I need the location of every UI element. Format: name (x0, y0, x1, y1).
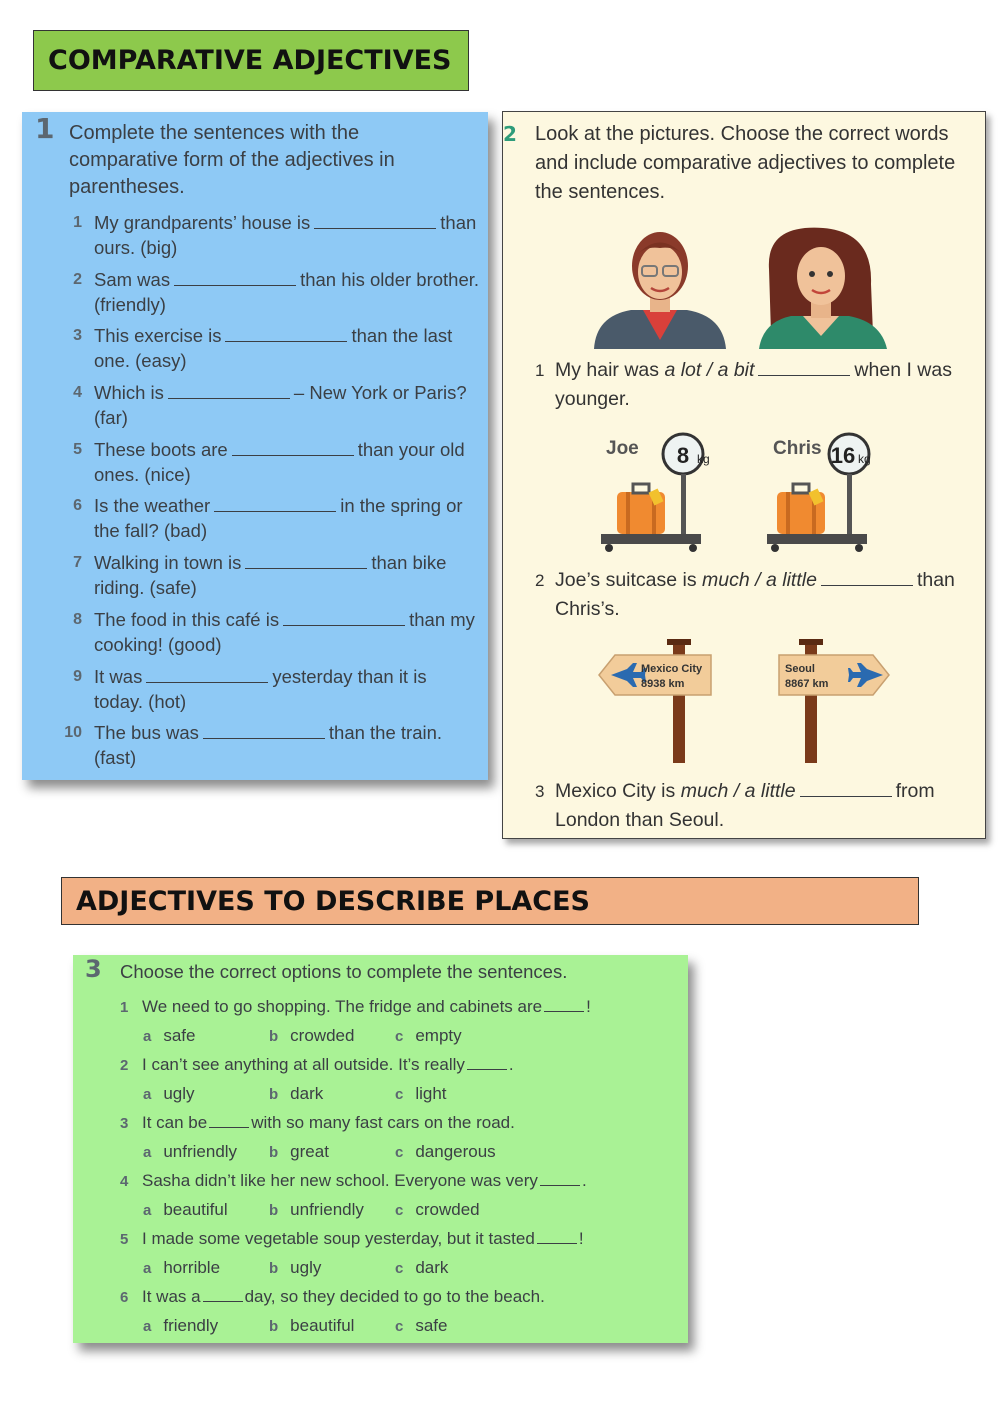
option-text: dangerous (415, 1142, 496, 1161)
answer-blank[interactable] (146, 666, 268, 683)
option-text: crowded (415, 1200, 480, 1219)
list-item (60, 720, 480, 777)
option-text: ugly (163, 1084, 195, 1103)
answer-option[interactable] (395, 1084, 447, 1104)
item-text-start: Is the weather (94, 495, 211, 517)
ex2-question-1 (535, 356, 980, 414)
item-text-end: ! (578, 1229, 584, 1248)
option-letter: a (143, 1144, 152, 1161)
list-item (60, 550, 480, 607)
item-text-end: yesterday than it is today. (hot) (94, 665, 427, 712)
item-text-start: We need to go shopping. The fridge and cabinets are (142, 997, 543, 1016)
item-text-start: My grandparents’ house is (94, 212, 311, 233)
option-letter: c (395, 1202, 404, 1219)
sign-distance: 8938 km (641, 678, 685, 690)
item-number: 5 (73, 440, 82, 458)
sign-city: Mexico City (641, 663, 703, 675)
option-text: friendly (163, 1316, 219, 1335)
answer-blank[interactable] (168, 382, 290, 399)
exercise-1-list (60, 210, 480, 777)
answer-blank[interactable] (314, 212, 436, 229)
older-woman-icon (594, 232, 726, 349)
option-text: dark (290, 1084, 324, 1103)
scale-icon (601, 434, 710, 552)
item-text-end: with so many fast cars on the road. (251, 1113, 515, 1132)
item-number: 6 (73, 497, 82, 515)
option-text: ugly (290, 1258, 322, 1277)
item-text-end: than Chris’s. (555, 569, 955, 620)
option-letter: a (143, 1318, 152, 1335)
option-letter: b (269, 1260, 279, 1277)
item-number: 1 (120, 999, 129, 1016)
option-letter: c (395, 1086, 404, 1103)
answer-option[interactable] (395, 1316, 447, 1336)
item-text-end: ! (586, 997, 591, 1016)
answer-option[interactable] (269, 1084, 323, 1104)
list-item (60, 437, 480, 494)
option-text: beautiful (163, 1200, 228, 1219)
option-text: safe (163, 1026, 196, 1045)
item-number: 2 (73, 270, 82, 288)
option-letter: b (269, 1086, 279, 1103)
answer-option[interactable] (143, 1084, 195, 1104)
option-text: light (415, 1084, 447, 1103)
item-text-end: than your old ones. (nice) (94, 438, 465, 485)
exercise-3-panel (73, 955, 688, 1343)
item-text-start: Mexico City is (555, 780, 676, 802)
option-text: safe (415, 1316, 448, 1335)
scales-illustration (595, 432, 875, 554)
ex2-question-3 (535, 777, 980, 835)
item-number: 2 (120, 1057, 129, 1074)
option-letter: a (143, 1028, 152, 1045)
answer-option[interactable] (269, 1258, 321, 1278)
people-illustration (591, 224, 891, 349)
answer-blank[interactable] (283, 609, 405, 626)
answer-option[interactable] (269, 1142, 329, 1162)
ex3-question (120, 997, 680, 1017)
ex3-question (120, 1171, 680, 1191)
exercise-instruction: Complete the sentences with the comparative form of the adjectives in parentheses. (69, 122, 395, 198)
item-text-start: I can’t see anything at all outside. It’s really (142, 1055, 465, 1074)
option-text: dark (415, 1258, 449, 1277)
item-text-end: when I was younger. (555, 359, 952, 410)
item-number: 5 (120, 1231, 129, 1248)
item-text-start: Which is (94, 382, 164, 404)
option-text: unfriendly (290, 1200, 364, 1219)
answer-blank[interactable] (821, 570, 913, 586)
kg-unit: kg (858, 452, 871, 466)
item-number: 4 (120, 1173, 129, 1190)
option-text: horrible (163, 1258, 221, 1277)
answer-blank[interactable] (203, 1289, 243, 1302)
item-number: 1 (73, 214, 82, 231)
item-number: 1 (535, 361, 545, 380)
scale-icon (767, 434, 871, 552)
exercise-number: 1 (35, 112, 55, 145)
answer-blank[interactable] (203, 722, 325, 739)
answer-option[interactable] (269, 1316, 354, 1336)
answer-blank[interactable] (174, 269, 296, 286)
item-text-end: than ours. (big) (94, 212, 477, 258)
kg-unit: kg (697, 452, 710, 466)
answer-blank[interactable] (540, 1173, 580, 1186)
option-letter: b (269, 1202, 279, 1219)
label-chris: Chris (773, 438, 822, 459)
option-letter: b (269, 1028, 279, 1045)
item-text-end: than bike riding. (safe) (94, 552, 447, 599)
item-text-start: The bus was (94, 722, 199, 744)
option-letter: a (143, 1086, 152, 1103)
item-text-end: than his older brother. (friendly) (94, 268, 480, 315)
option-text: unfriendly (163, 1142, 238, 1161)
ex3-question (120, 1113, 680, 1133)
choice-options[interactable]: a lot / a bit (664, 359, 755, 381)
answer-blank[interactable] (537, 1231, 577, 1244)
option-letter: a (143, 1260, 152, 1277)
answer-option[interactable] (143, 1026, 195, 1046)
answer-option[interactable] (143, 1258, 220, 1278)
answer-blank[interactable] (214, 495, 336, 512)
option-letter: a (143, 1202, 152, 1219)
option-letter: c (395, 1318, 404, 1335)
list-item (60, 664, 480, 721)
item-text-end: . (581, 1171, 587, 1190)
option-letter: c (395, 1028, 404, 1045)
answer-blank[interactable] (758, 360, 850, 376)
sign-city: Seoul (785, 663, 815, 675)
item-number: 3 (120, 1115, 129, 1132)
answer-option[interactable] (395, 1026, 462, 1046)
answer-option[interactable] (143, 1200, 228, 1220)
option-text: empty (415, 1026, 462, 1045)
item-text-start: This exercise is (94, 325, 222, 347)
signpost-icon (779, 639, 889, 763)
answer-blank[interactable] (232, 439, 354, 456)
item-text-start: It was (94, 665, 143, 687)
item-number: 3 (73, 327, 82, 345)
list-item (60, 267, 480, 324)
answer-option[interactable] (395, 1200, 480, 1220)
item-number: 7 (73, 554, 82, 572)
list-item (60, 607, 480, 664)
answer-option[interactable] (395, 1258, 448, 1278)
answer-blank[interactable] (209, 1115, 249, 1128)
list-item (60, 380, 480, 437)
option-text: great (290, 1142, 329, 1161)
item-text-end: than my cooking! (good) (94, 608, 475, 655)
option-text: crowded (290, 1026, 355, 1045)
section-title-places: ADJECTIVES TO DESCRIBE PLACES (61, 877, 919, 925)
item-text-start: Sasha didn’t like her new school. Everyone was very (142, 1171, 538, 1190)
signposts-illustration (597, 637, 897, 765)
item-number: 3 (535, 782, 545, 801)
item-text-start: These boots are (94, 438, 228, 460)
item-text-start: Walking in town is (94, 552, 242, 574)
item-number: 6 (120, 1289, 129, 1306)
young-woman-icon (759, 228, 887, 349)
answer-option[interactable] (269, 1200, 364, 1220)
item-text-end: than the train. (fast) (94, 722, 443, 769)
option-letter: c (395, 1144, 404, 1161)
exercise-instruction: Choose the correct options to complete the sentences. (120, 961, 568, 982)
item-text-end: from London than Seoul. (555, 780, 935, 831)
scale-weight-chris: 16 (830, 443, 856, 468)
answer-blank[interactable] (544, 999, 584, 1012)
answer-blank[interactable] (245, 552, 367, 569)
ex2-question-2 (535, 566, 980, 624)
answer-blank[interactable] (800, 781, 892, 797)
item-text-start: It was a (142, 1287, 201, 1306)
item-text-end: – New York or Paris? (far) (94, 382, 467, 429)
item-text-end: in the spring or the fall? (bad) (94, 495, 463, 542)
ex3-question (120, 1055, 680, 1075)
item-text-start: The food in this café is (94, 608, 280, 630)
list-item (60, 323, 480, 380)
label-joe: Joe (606, 438, 639, 459)
answer-option[interactable] (143, 1142, 237, 1162)
list-item (60, 493, 480, 550)
item-text-start: Joe’s suitcase is (555, 569, 697, 591)
ex3-question (120, 1287, 680, 1307)
option-letter: b (269, 1144, 279, 1161)
exercise-1-panel (22, 112, 488, 780)
item-text-start: Sam was (94, 268, 171, 290)
item-number: 4 (73, 384, 82, 402)
choice-options[interactable]: much / a little (680, 780, 796, 802)
exercise-number: 2 (503, 122, 517, 146)
signpost-icon (599, 639, 711, 763)
item-text-end: than the last one. (easy) (94, 325, 453, 372)
exercise-instruction: Look at the pictures. Choose the correct words and include comparative adjectives to complete the sentences. (535, 123, 956, 203)
answer-option[interactable] (143, 1316, 218, 1336)
section-title-comparative: COMPARATIVE ADJECTIVES (33, 30, 469, 91)
sign-distance: 8867 km (785, 678, 829, 690)
choice-options[interactable]: much / a little (702, 569, 817, 591)
item-number: 10 (64, 724, 82, 742)
option-letter: c (395, 1260, 404, 1277)
exercise-number: 3 (85, 955, 102, 983)
option-text: beautiful (290, 1316, 355, 1335)
scale-weight-joe: 8 (676, 443, 690, 468)
option-letter: b (269, 1318, 279, 1335)
ex3-question (120, 1229, 680, 1249)
item-text-end: . (508, 1055, 514, 1074)
answer-option[interactable] (269, 1026, 354, 1046)
exercise-2-panel (502, 111, 986, 839)
answer-option[interactable] (395, 1142, 496, 1162)
list-item (60, 210, 480, 267)
item-number: 2 (535, 571, 545, 590)
item-number: 8 (73, 610, 82, 628)
item-text-start: It can be (142, 1113, 208, 1132)
answer-blank[interactable] (467, 1057, 507, 1070)
item-number: 9 (73, 667, 82, 685)
answer-blank[interactable] (225, 325, 347, 342)
item-text-end: day, so they decided to go to the beach. (244, 1287, 545, 1306)
item-text-start: My hair was (555, 359, 660, 381)
item-text-start: I made some vegetable soup yesterday, but it tasted (142, 1229, 535, 1248)
